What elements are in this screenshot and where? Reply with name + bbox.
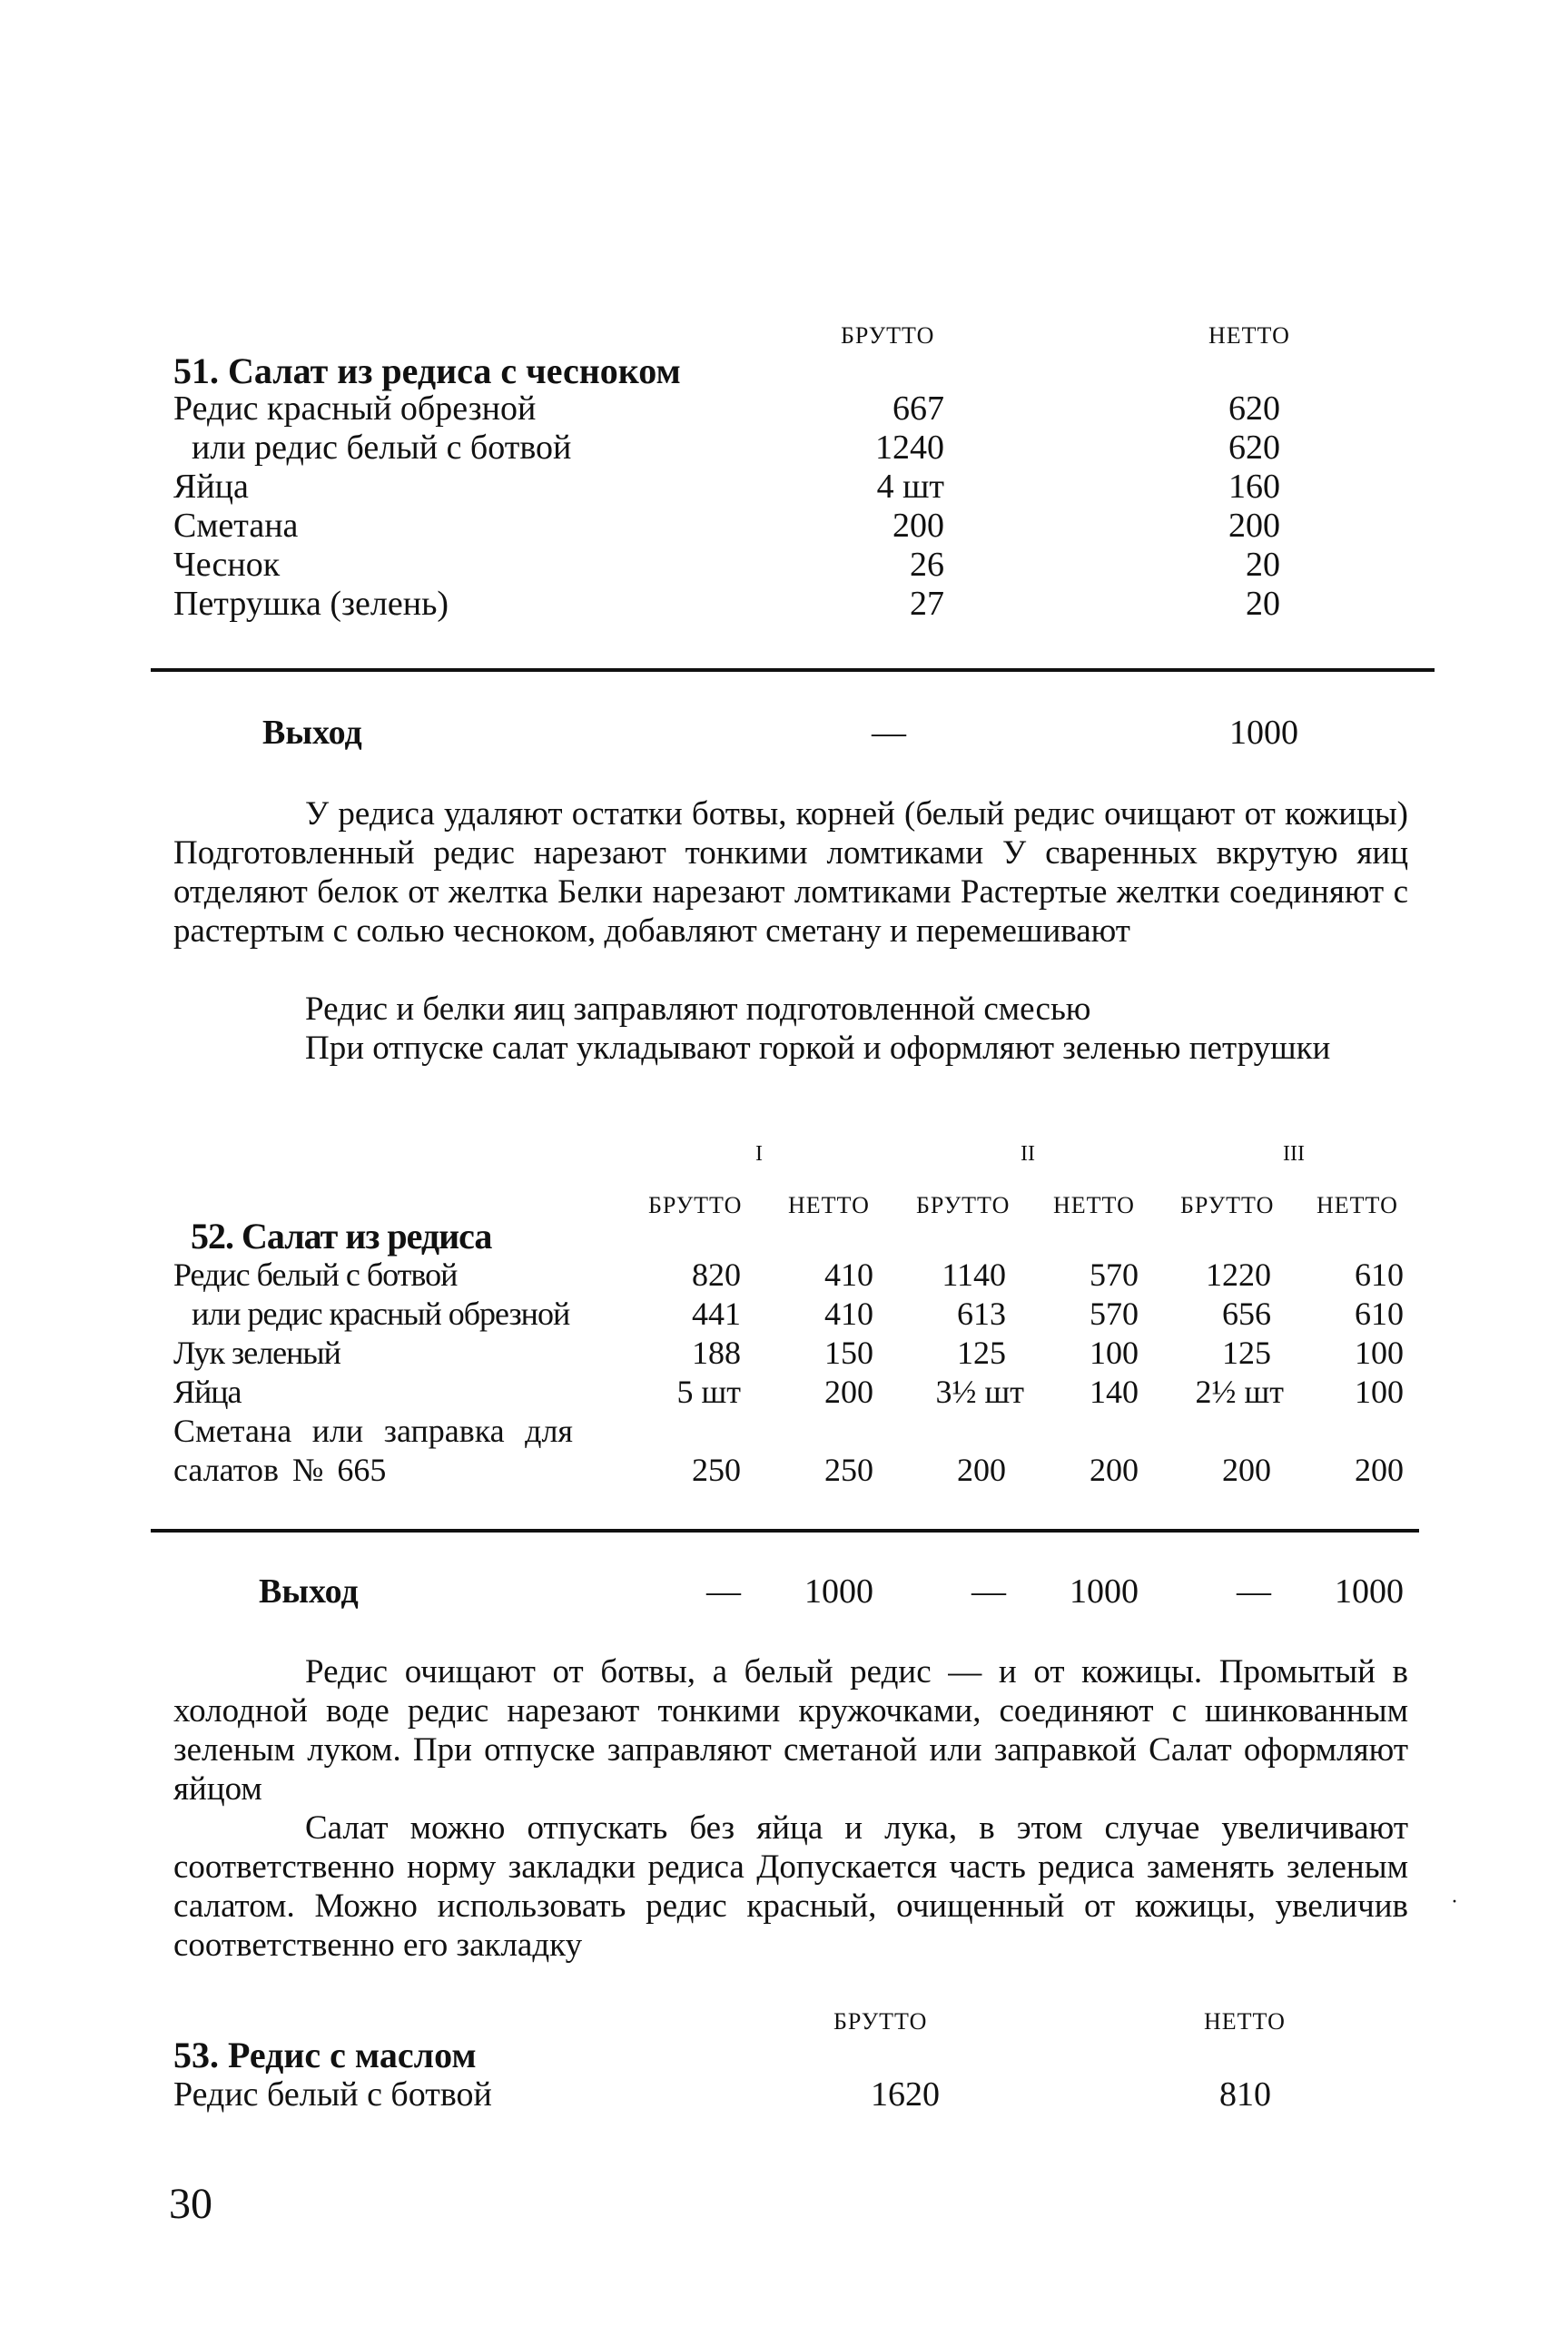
r53-title: 53. Редис с маслом	[173, 2035, 477, 2075]
r52-cell: 200	[957, 1452, 1006, 1488]
r51-paragraph: При отпуске салат укладывают горкой и оформляют зеленью петрушки	[305, 1030, 1331, 1067]
r51-row-brutto: 4 шт	[876, 468, 944, 506]
r52-yield-cell: —	[1237, 1572, 1271, 1611]
r51-paragraph: Редис и белки яиц заправляют подготовленной смесью	[305, 991, 1091, 1028]
r51-row-netto: 620	[1228, 389, 1280, 428]
r52-yield-cell: 1000	[1070, 1572, 1139, 1611]
r52-cell: 1140	[942, 1257, 1006, 1293]
r52-yield-cell: 1000	[804, 1572, 873, 1611]
r52-cell: 100	[1355, 1374, 1404, 1410]
r52-col-brutto-header: БРУТТО	[1180, 1192, 1275, 1218]
r52-cell: 2½ шт	[1195, 1374, 1284, 1410]
r52-cell: 441	[692, 1296, 741, 1332]
r52-cell: 1220	[1206, 1257, 1271, 1293]
margin-speck: ·	[1451, 1890, 1458, 1914]
r52-cell: 250	[692, 1452, 741, 1488]
r52-row-name: Редис белый с ботвой	[173, 1257, 458, 1293]
r52-col-netto-header: НЕТТО	[1317, 1192, 1398, 1218]
r52-cell: 200	[1222, 1452, 1271, 1488]
r51-title: 51. Салат из редиса с чесноком	[173, 350, 681, 391]
r52-cell: 200	[1090, 1452, 1139, 1488]
r52-cell: 100	[1355, 1335, 1404, 1371]
r52-yield-label: Выход	[259, 1572, 359, 1611]
r51-row-brutto: 1240	[875, 429, 944, 467]
r52-yield-cell: —	[706, 1572, 741, 1611]
r51-row-name: Яйца	[173, 468, 249, 506]
r52-cell: 125	[1222, 1335, 1271, 1371]
r52-col-netto-header: НЕТТО	[788, 1192, 870, 1218]
r52-title: 52. Салат из редиса	[191, 1216, 492, 1257]
r52-cell: 5 шт	[676, 1374, 741, 1410]
r52-cell: 200	[1355, 1452, 1404, 1488]
r52-cell: 188	[692, 1335, 741, 1371]
r51-col-netto-header: НЕТТО	[1208, 322, 1290, 349]
r52-group-label: III	[1283, 1142, 1305, 1166]
r52-cell: 3½ шт	[935, 1374, 1024, 1410]
r51-col-brutto-header: БРУТТО	[841, 322, 935, 349]
r52-col-brutto-header: БРУТТО	[648, 1192, 743, 1218]
r52-cell: 125	[957, 1335, 1006, 1371]
r52-cell: 610	[1355, 1296, 1404, 1332]
r53-col-netto-header: НЕТТО	[1204, 2008, 1286, 2035]
r51-yield-brutto: —	[872, 714, 906, 752]
r52-cell: 410	[824, 1257, 873, 1293]
r52-cell: 610	[1355, 1257, 1404, 1293]
r52-cell: 570	[1090, 1257, 1139, 1293]
r53-col-brutto-header: БРУТТО	[833, 2008, 928, 2035]
r51-yield-netto: 1000	[1229, 714, 1298, 752]
r52-cell: 200	[824, 1374, 873, 1410]
r52-row-name: или редис красный обрезной	[192, 1296, 570, 1332]
r52-row-name: Яйца	[173, 1374, 242, 1410]
r51-row-brutto: 26	[910, 546, 944, 584]
r51-row-name: или редис белый с ботвой	[192, 429, 572, 467]
r52-cell: 820	[692, 1257, 741, 1293]
r53-row-name: Редис белый с ботвой	[173, 2075, 492, 2114]
r51-row-netto: 20	[1246, 585, 1280, 623]
r52-col-netto-header: НЕТТО	[1053, 1192, 1135, 1218]
r52-row-name: Сметана или заправка для салатов № 665	[173, 1413, 573, 1488]
r52-cell: 140	[1090, 1374, 1139, 1410]
r52-table-rule	[151, 1529, 1419, 1533]
r52-cell: 100	[1090, 1335, 1139, 1371]
r51-row-netto: 200	[1228, 507, 1280, 545]
r51-row-netto: 620	[1228, 429, 1280, 467]
r51-row-netto: 160	[1228, 468, 1280, 506]
r51-row-netto: 20	[1246, 546, 1280, 584]
r52-yield-cell: 1000	[1335, 1572, 1404, 1611]
r52-cell: 570	[1090, 1296, 1139, 1332]
r51-row-brutto: 200	[892, 507, 944, 545]
r51-row-brutto: 27	[910, 585, 944, 623]
r52-cell: 656	[1222, 1296, 1271, 1332]
r52-col-brutto-header: БРУТТО	[916, 1192, 1011, 1218]
r52-row-name: Лук зеленый	[173, 1335, 340, 1371]
r51-row-name: Петрушка (зелень)	[173, 585, 449, 623]
r53-row-brutto: 1620	[871, 2075, 940, 2114]
r52-cell: 613	[957, 1296, 1006, 1332]
r53-row-netto: 810	[1219, 2075, 1271, 2114]
r51-row-name: Чеснок	[173, 546, 281, 584]
r52-cell: 150	[824, 1335, 873, 1371]
r51-row-name: Редис красный обрезной	[173, 389, 537, 428]
r52-yield-cell: —	[971, 1572, 1006, 1611]
r52-group-label: II	[1021, 1142, 1035, 1166]
r51-yield-label: Выход	[262, 714, 362, 752]
r51-row-brutto: 667	[892, 389, 944, 428]
r52-cell: 410	[824, 1296, 873, 1332]
r52-paragraph: Редис очищают от ботвы, а белый редис — и от кожицы. Промытый в холодной воде редис нарезают тонкими кружочками, соединяют с шинкованным зеленым луком. При отпуске заправляют сметаной или заправкой Салат оформляют яйцом	[173, 1653, 1408, 1808]
r52-paragraph: Салат можно отпускать без яйца и лука, в этом случае увеличивают соответственно норму закладки редиса Допускается часть редиса заменять зеленым салатом. Можно использовать редис красный, очищенный от кожицы, увеличив соответственно его закладку	[173, 1809, 1408, 1964]
r52-group-label: I	[755, 1142, 763, 1166]
r52-cell: 250	[824, 1452, 873, 1488]
page-number: 30	[169, 2180, 212, 2228]
r51-row-name: Сметана	[173, 507, 299, 545]
r51-paragraph: У редиса удаляют остатки ботвы, корней (белый редис очищают от кожицы) Подготовленный редис нарезают тонкими ломтиками У сваренных вкрутую яиц отделяют белок от желтка Белки нарезают ломтиками Растертые желтки соединяют с растертым с солью чесноком, добавляют сметану и перемешивают	[173, 795, 1408, 950]
r51-table-rule	[151, 668, 1435, 672]
